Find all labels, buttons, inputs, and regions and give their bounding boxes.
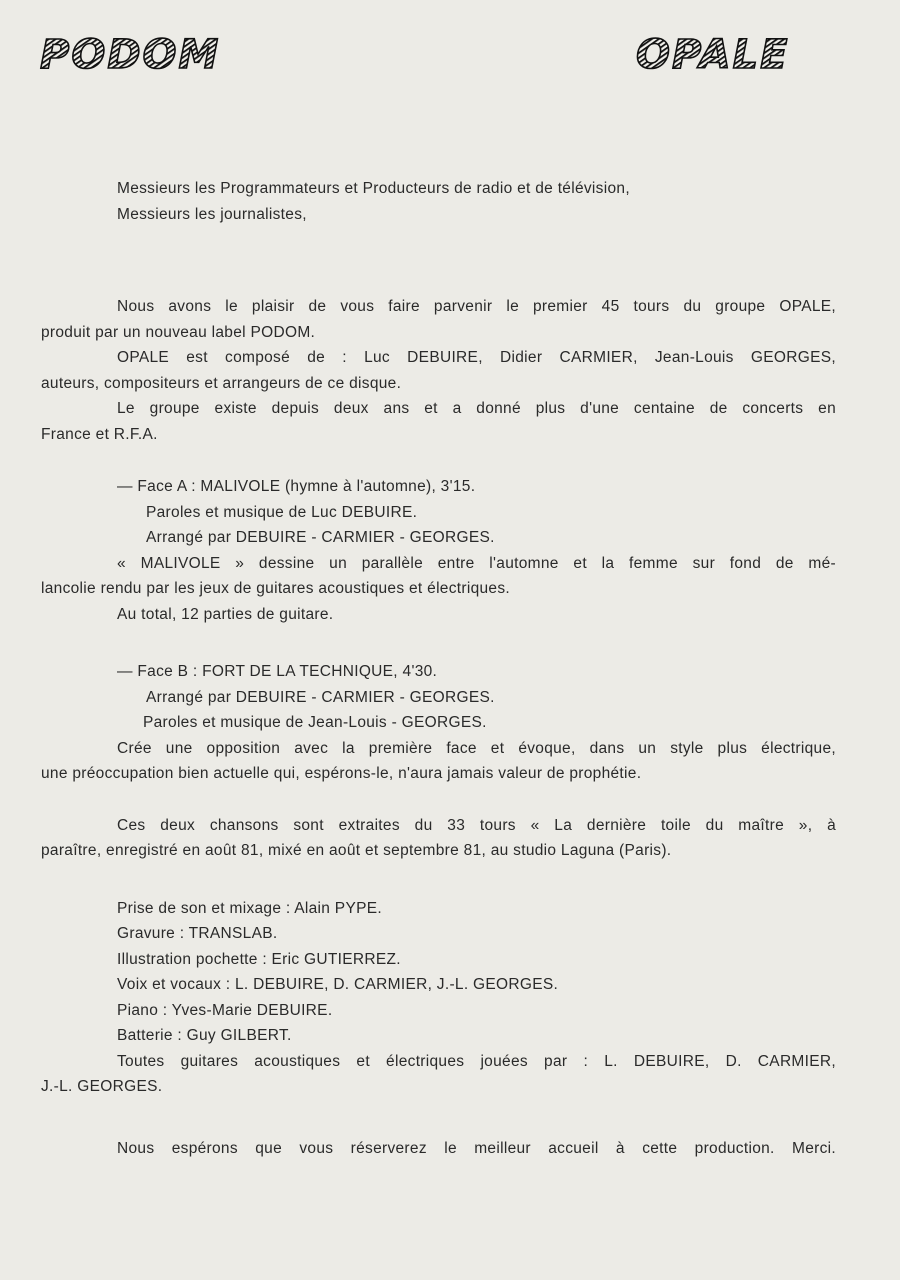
face-a-line: Arrangé par DEBUIRE - CARMIER - GEORGES.	[146, 529, 495, 546]
intro-line: Nous avons le plaisir de vous faire parvenir le premier 45 tours du groupe OPALE,	[117, 298, 836, 315]
face-b-line: Paroles et musique de Jean-Louis - GEORGES.	[143, 714, 487, 731]
face-a-title: — Face A : MALIVOLE (hymne à l'automne), 3'15.	[117, 478, 476, 495]
intro-line: France et R.F.A.	[41, 425, 158, 443]
face-a-line: Au total, 12 parties de guitare.	[117, 605, 334, 623]
podom-logo	[38, 26, 278, 81]
face-b-line: Crée une opposition avec la première face et évoque, dans un style plus électrique,	[117, 739, 836, 757]
intro-line: auteurs, compositeurs et arrangeurs de ce disque.	[41, 374, 402, 392]
opale-logo-text: OPALE	[636, 32, 790, 76]
salutation-line: Messieurs les Programmateurs et Producteurs de radio et de télévision,	[117, 180, 630, 197]
intro-line: produit par un nouveau label PODOM.	[41, 323, 316, 341]
album-line: paraître, enregistré en août 81, mixé en août et septembre 81, au studio Laguna (Paris).	[41, 842, 672, 859]
podom-logo-text: PODOM	[40, 32, 221, 76]
intro-line: OPALE est composé de : Luc DEBUIRE, Didier CARMIER, Jean-Louis GEORGES,	[117, 349, 836, 366]
face-a-line: « MALIVOLE » dessine un parallèle entre l'automne et la femme sur fond de mé-	[117, 554, 836, 572]
opale-logo	[634, 26, 854, 81]
face-a-line: Paroles et musique de Luc DEBUIRE.	[146, 503, 418, 521]
credit-line: Illustration pochette : Eric GUTIERREZ.	[117, 950, 401, 968]
credit-line: Batterie : Guy GILBERT.	[117, 1027, 292, 1044]
album-line: Ces deux chansons sont extraites du 33 tours « La dernière toile du maître », à	[117, 816, 836, 834]
closing-line: Nous espérons que vous réserverez le meilleur accueil à cette production. Merci.	[117, 1139, 836, 1157]
salutation-line: Messieurs les journalistes,	[117, 205, 307, 223]
intro-line: Le groupe existe depuis deux ans et a donné plus d'une centaine de concerts en	[117, 400, 836, 417]
credit-line: J.-L. GEORGES.	[41, 1078, 163, 1095]
face-a-line: lancolie rendu par les jeux de guitares acoustiques et électriques.	[41, 580, 511, 597]
credit-line: Piano : Yves-Marie DEBUIRE.	[117, 1001, 333, 1019]
credit-line: Toutes guitares acoustiques et électriques jouées par : L. DEBUIRE, D. CARMIER,	[117, 1052, 836, 1070]
face-b-line: Arrangé par DEBUIRE - CARMIER - GEORGES.	[146, 688, 495, 706]
face-b-title: — Face B : FORT DE LA TECHNIQUE, 4'30.	[117, 663, 438, 680]
credit-line: Prise de son et mixage : Alain PYPE.	[117, 899, 382, 917]
credit-line: Voix et vocaux : L. DEBUIRE, D. CARMIER, J.-L. GEORGES.	[117, 976, 559, 993]
face-b-line: une préoccupation bien actuelle qui, espérons-le, n'aura jamais valeur de prophétie.	[41, 765, 642, 782]
letter-body	[41, 176, 836, 1161]
credit-line: Gravure : TRANSLAB.	[117, 925, 278, 942]
